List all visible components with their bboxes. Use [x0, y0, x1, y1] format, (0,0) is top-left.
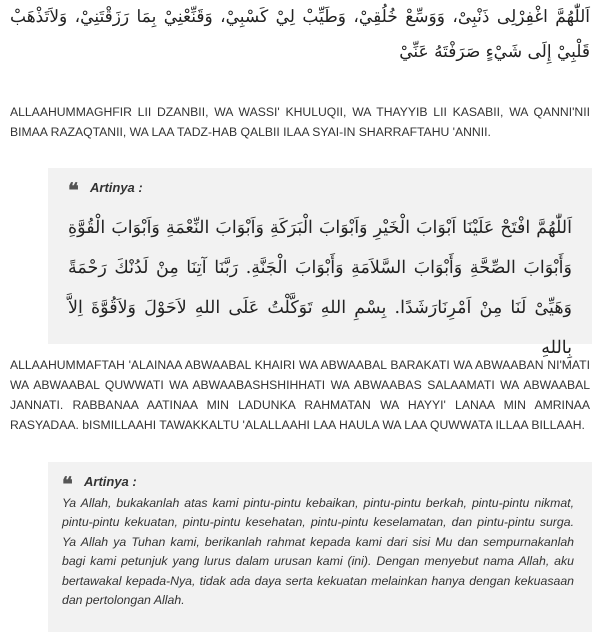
artinya-quote-box-2 — [48, 462, 592, 632]
quote-title: Artinya : — [84, 473, 137, 489]
doa-transliteration-1: ALLAAHUMMAGHFIR LII DZANBII, WA WASSI' KHULUQII, WA THAYYIB LII KASABII, WA QANNI'NII BIMAA RAZAQTANII, WA LAA TADZ-HAB QALBII ILAA SYAI-IN SHARRAFTAHU 'ANNII. — [10, 105, 590, 139]
quote-header — [68, 176, 572, 202]
doa-arabic-text-1: اَللّٰهُمَّ اغْفِرْلِى ذَنْبِىْ، وَوَسِّعْ خُلُقِيْ، وَطَيِّبْ لِيْ كَسْبِيْ، وَقَنِّعْنِيْ بِمَا رَزَقْتَنِيْ، وَلاَتَذْهَبْ قَلْبِيْ إِلَى شَيْءٍ صَرَفْتَهُ عَنِّيْ — [10, 7, 590, 62]
doa-arabic-text-2: اَللّٰهُمَّ افْتَحْ عَلَيْنَا اَبْوَابَ الْخَيْرِ وَاَبْوَابَ الْبَرَكَةِ وَاَبْوَابَ النِّعْمَةِ وَاَبْوَابَ الْقُوَّةِ وَأَبْوَابَ الصِّحَّةِ وَأَبْوَابَ السَّلاَمَةِ وَأَبْوَابَ الْجَنَّةِ. رَبَّنَا آتِنَا مِنْ لَدُنْكَ رَحْمَةً وَهَيِّىْ لَنَا مِنْ اَمْرِنَارَشَدًا. بِسْمِ اللهِ تَوَكَّلْتُ عَلَى اللهِ لاَحَوْلَ وَلاَقُوَّةَ اِلاَّ بِاللهِ — [68, 218, 572, 358]
quote-title: Artinya : — [90, 179, 143, 195]
quote-mark-icon: ❝ — [62, 472, 73, 496]
doa-transliteration-2: ALLAAHUMMAFTAH 'ALAINAA ABWAABAL KHAIRI WA ABWAABAL BARAKATI WA ABWAABAN NI'MATI WA ABWAABAL QUWWATI WA ABWAABASHSHIHHATI WA ABWAABAS SALAAMATI WA ABWAABAL JANNATI. RABBANAA AATINAA MIN LADUNKA RAHMATAN WA HAYYI' LANAA MIN AMRINAA RASYADAA. bISMILLAAHI TAWAKKALTU 'ALALLAAHI LAA HAULA WA LAA QUWWATA ILLAA BILLAAH. — [10, 358, 590, 432]
quote-mark-icon: ❝ — [68, 178, 79, 202]
artinya-quote-box-1 — [48, 168, 592, 358]
translation-text: Ya Allah, bukakanlah atas kami pintu-pintu kebaikan, pintu-pintu berkah, pintu-pintu nikmat, pintu-pintu kekuatan, pintu-pintu kesehatan, pintu-pintu keselamatan, dan pintu-pintu surga. Ya Allah ya Tuhan kami, berikanlah rahmat kepada kami dari sisi Mu dan sempurnakanlah bagi kami petunjuk yang lurus dalam urusan kami (ini). Dengan menyebut nama Allah, aku bertawakal kepada-Nya, tidak ada daya serta kekuatan melainkan hanya dengan kekuasaan dan pertolongan Allah. — [62, 496, 574, 608]
quote-header — [62, 470, 574, 496]
